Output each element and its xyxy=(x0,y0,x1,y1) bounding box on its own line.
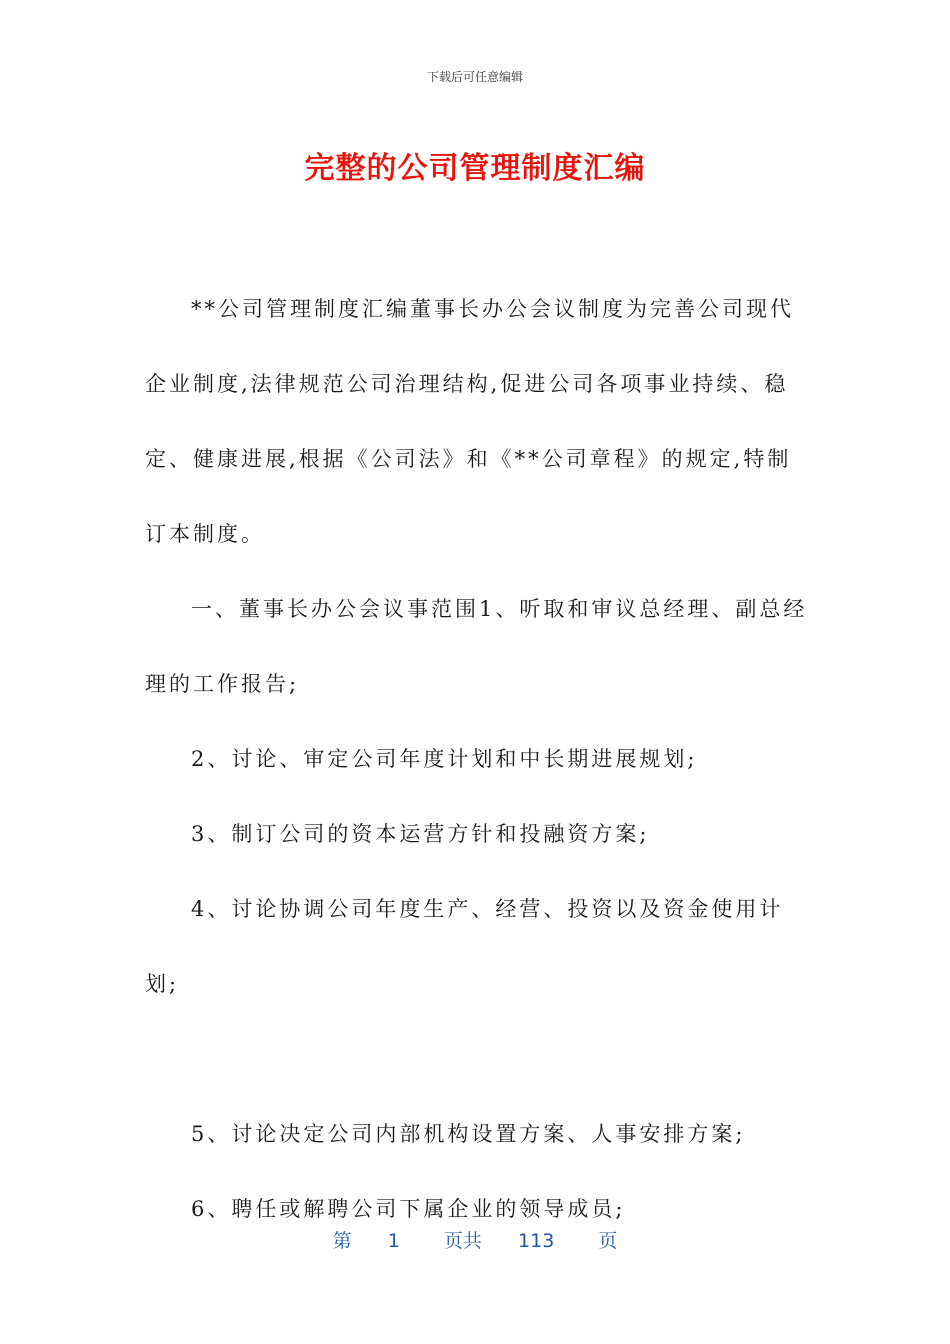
page-footer xyxy=(0,1226,950,1253)
footer-prefix: 第 xyxy=(332,1230,352,1252)
paragraph: 3、制订公司的资本运营方针和投融资方案; xyxy=(191,822,650,846)
paragraph: 2、讨论、审定公司年度计划和中长期进展规划; xyxy=(191,747,698,771)
paragraph: 4、讨论协调公司年度生产、经营、投资以及资金使用计划; xyxy=(145,897,784,996)
footer-suffix: 页 xyxy=(598,1230,618,1252)
header-note: 下载后可任意编辑 xyxy=(426,70,523,84)
paragraph: **公司管理制度汇编董事长办公会议制度为完善公司现代企业制度,法律规范公司治理结构,促进公司各项事业持续、稳定、健康进展,根据《公司法》和《**公司章程》的规定,特制订本制度。 xyxy=(145,297,794,546)
blank-line xyxy=(145,1022,815,1097)
paragraph: 5、讨论决定公司内部机构设置方案、人事安排方案; xyxy=(191,1122,746,1146)
footer-middle: 页共 xyxy=(443,1230,482,1252)
document-title: 完整的公司管理制度汇编 xyxy=(304,151,646,186)
paragraph: 6、聘任或解聘公司下属企业的领导成员; xyxy=(191,1197,626,1221)
footer-page-number: 1 xyxy=(387,1230,400,1252)
document-body xyxy=(145,272,815,1247)
paragraph: 一、董事长办公会议事范围1、听取和审议总经理、副总经理的工作报告; xyxy=(145,597,808,696)
footer-total-pages: 113 xyxy=(518,1230,555,1252)
